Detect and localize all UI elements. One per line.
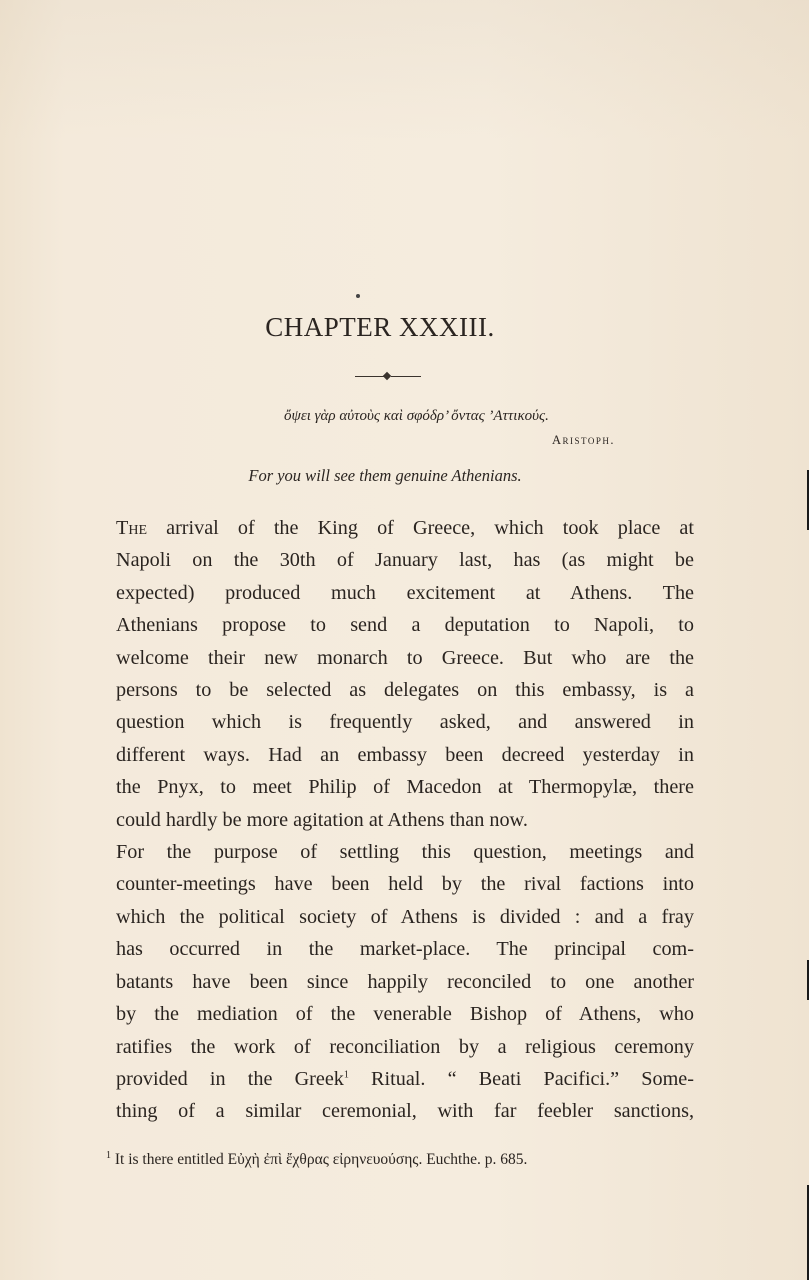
ornament-divider: [355, 371, 421, 381]
body-line-text: provided in the Greek: [116, 1067, 344, 1090]
footnote-text: It is there entitled Εὐχὴ ἐπὶ ἔχθρας εἰρηνευούσης. Euchthe. p. 685.: [114, 1151, 528, 1168]
body-line: For the purpose of settling this question, meetings and: [116, 841, 694, 864]
body-line-text: arrival of the King of Greece, which took place at: [147, 517, 694, 539]
body-line: persons to be selected as delegates on this embassy, is a: [116, 679, 694, 702]
body-line: welcome their new monarch to Greece. But who are the: [116, 646, 694, 669]
footnote-marker: 1: [106, 1149, 111, 1161]
ornament-line-right: [391, 376, 421, 377]
ink-speck: [356, 294, 360, 298]
body-line: Napoli on the 30th of January last, has (as might be: [116, 549, 694, 572]
footnote: [106, 1151, 527, 1169]
epigraph-greek: ὄψει γὰρ αὐτοὺς καὶ σφόδρ’ ὄντας ’Αττικούς.: [284, 408, 549, 424]
body-line: [116, 512, 694, 544]
body-line: thing of a similar ceremonial, with far feebler sanctions,: [116, 1100, 694, 1123]
body-line: batants have been since happily reconciled to one another: [116, 970, 694, 993]
epigraph-source: Aristoph.: [552, 433, 615, 447]
body-line: Athenians propose to send a deputation to Napoli, to: [116, 614, 694, 637]
epigraph-translation: For you will see them genuine Athenians.: [248, 466, 522, 485]
ornament-line-left: [355, 376, 385, 377]
drop-word: The: [116, 517, 147, 539]
body-line-text: Ritual. “ Beati Pacifici.” Some-: [348, 1067, 694, 1090]
body-line: [116, 1063, 694, 1095]
body-line: ratifies the work of reconciliation by a religious ceremony: [116, 1035, 694, 1058]
body-line: has occurred in the market-place. The principal com-: [116, 938, 694, 961]
body-line: by the mediation of the venerable Bishop of Athens, who: [116, 1003, 694, 1026]
chapter-title: CHAPTER XXXIII.: [265, 312, 495, 342]
body-line: expected) produced much excitement at Athens. The: [116, 581, 694, 604]
footnote-reference: 1: [343, 1069, 349, 1081]
body-line: the Pnyx, to meet Philip of Macedon at Thermopylæ, there: [116, 776, 694, 799]
body-line: question which is frequently asked, and answered in: [116, 711, 694, 734]
body-line: could hardly be more agitation at Athens than now.: [116, 808, 528, 831]
page-show-through: [0, 0, 809, 140]
ornament-diamond-icon: [383, 372, 391, 380]
body-line: counter-meetings have been held by the rival factions into: [116, 873, 694, 896]
body-text: [116, 512, 694, 1128]
body-line: which the political society of Athens is divided : and a fray: [116, 905, 694, 928]
body-line: different ways. Had an embassy been decreed yesterday in: [116, 743, 694, 766]
